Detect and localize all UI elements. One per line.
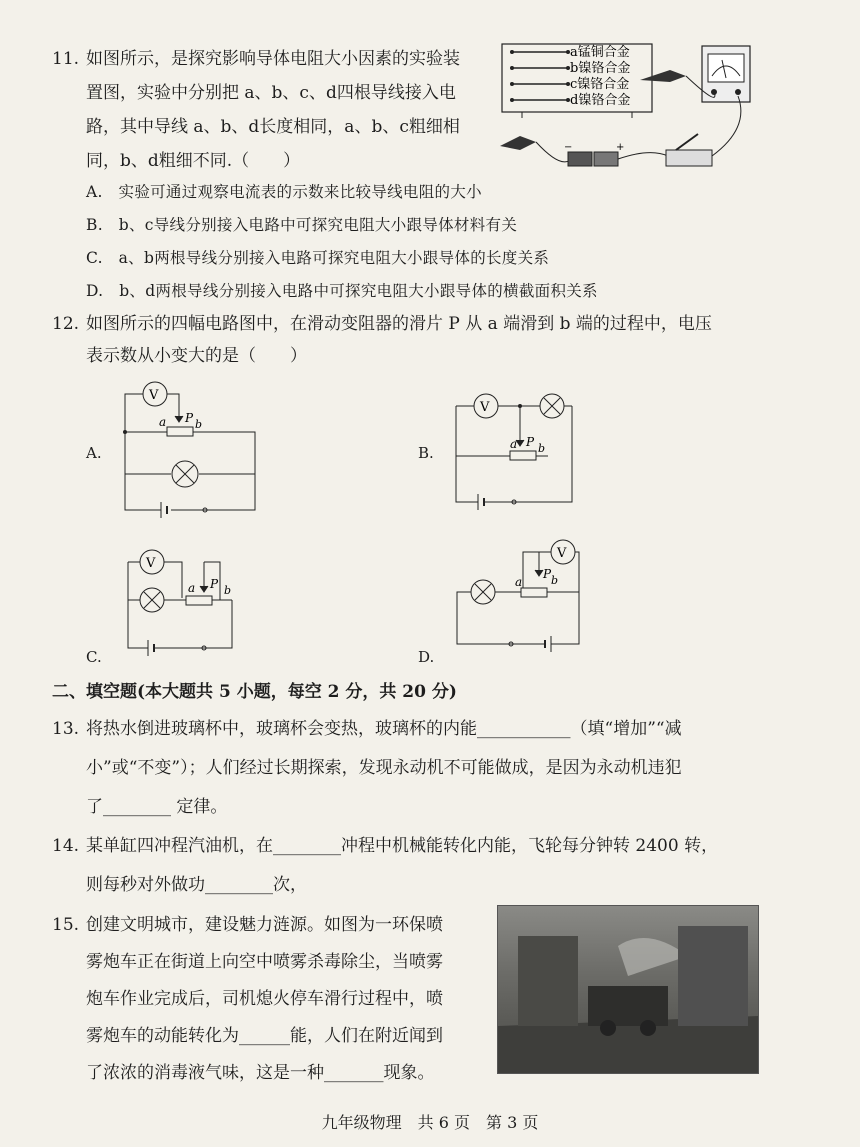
end-a-label: a [515,575,523,589]
voltmeter-label: V [480,400,490,415]
q12-number: 12. [52,314,80,334]
rheostat-icon [510,451,536,460]
slider-p-label: P [543,567,552,581]
circuit-c-label: C. [86,648,102,666]
wire-a-label: a锰铜合金 [570,45,630,60]
q15-line-2: 雾炮车正在街道上向空中喷雾杀毒除尘，当喷雾 [86,952,443,972]
spray-truck-photo [497,905,759,1074]
q12-line-2: 表示数从小变大的是（ ） [86,346,307,366]
switch-icon [666,134,712,166]
end-b-label: b [195,418,203,431]
circuit-d-diagram [455,536,585,656]
slider-p-label: P [526,435,535,449]
svg-text:+: + [616,142,625,153]
end-a-label: a [188,581,196,595]
q15-line-3: 炮车作业完成后，司机熄火停车滑行过程中，喷 [86,989,443,1009]
q11-line-1: 如图所示，是探究影响导体电阻大小因素的实验装 [86,49,460,69]
ammeter-icon [702,46,750,102]
wire-c-label: c镍铬合金 [570,77,630,92]
voltmeter-label: V [149,388,159,403]
voltmeter-label: V [146,556,156,571]
clip-icon [640,70,686,82]
end-b-label: b [538,442,546,455]
q13-line-1: 将热水倒进玻璃杯中，玻璃杯会变热，玻璃杯的内能___________（填“增加”“减 [86,719,682,739]
q11-option-a: A. 实验可通过观察电流表的示数来比较导线电阻的大小 [86,183,482,201]
q11-line-3: 路，其中导线 a、b、d长度相同，a、b、c粗细相 [86,117,460,137]
q11-option-d: D. b、d两根导线分别接入电路中可探究电阻大小跟导体的横截面积关系 [86,282,598,300]
rheostat-icon [186,596,212,605]
battery-pack-icon [564,142,624,166]
q13-line-2: 小”或“不变”）；人们经过长期探索，发现永动机不可能做成，是因为永动机违犯 [86,758,682,778]
svg-text:−: − [564,142,573,153]
q15-line-5: 了浓浓的消毒液气味，这是一种_______现象。 [86,1063,435,1083]
end-a-label: a [159,415,167,429]
page-footer: 九年级物理 共 6 页 第 3 页 [321,1113,539,1132]
q13-number: 13. [52,719,80,739]
q15-line-4: 雾炮车的动能转化为______能，人们在附近闻到 [86,1026,443,1046]
q14-line-1: 某单缸四冲程汽油机，在________冲程中机械能转化内能，飞轮每分钟转 2400 转， [86,836,719,856]
clip-icon [500,136,536,150]
rheostat-icon [521,588,547,597]
circuit-a-label: A. [86,444,102,462]
circuit-b-label: B. [418,444,434,462]
q14-number: 14. [52,836,80,856]
circuit-b-diagram [452,390,582,510]
wire-d-label: d镍铬合金 [570,93,631,108]
circuit-a-diagram [115,378,265,523]
q11-line-2: 置图，实验中分别把 a、b、c、d四根导线接入电 [86,83,456,103]
end-a-label: a [510,437,518,451]
circuit-c-diagram [120,548,240,660]
wire-b-label: b镍铬合金 [570,61,631,76]
q15-number: 15. [52,915,80,935]
slider-p-label: P [210,577,219,591]
rheostat-icon [167,427,193,436]
end-b-label: b [224,584,232,597]
voltmeter-label: V [557,546,567,561]
q12-line-1: 如图所示的四幅电路图中，在滑动变阻器的滑片 P 从 a 端滑到 b 端的过程中，电压 [86,314,712,334]
q11-line-4: 同，b、d粗细不同.（ ） [86,151,301,171]
circuit-d-label: D. [418,648,435,666]
q11-option-c: C. a、b两根导线分别接入电路可探究电阻大小跟导体的长度关系 [86,249,550,267]
q14-line-2: 则每秒对外做功________次， [86,875,307,895]
q13-line-3: 了________ 定律。 [86,797,228,817]
q15-line-1: 创建文明城市，建设魅力涟源。如图为一环保喷 [86,915,443,935]
slider-p-label: P [185,411,194,425]
q11-apparatus-figure [490,38,840,178]
end-b-label: b [551,574,559,587]
q11-option-b: B. b、c导线分别接入电路中可探究电阻大小跟导体材料有关 [86,216,518,234]
q11-number: 11. [52,49,80,69]
section-2-heading: 二、填空题(本大题共 5 小题，每空 2 分，共 20 分) [52,682,457,702]
